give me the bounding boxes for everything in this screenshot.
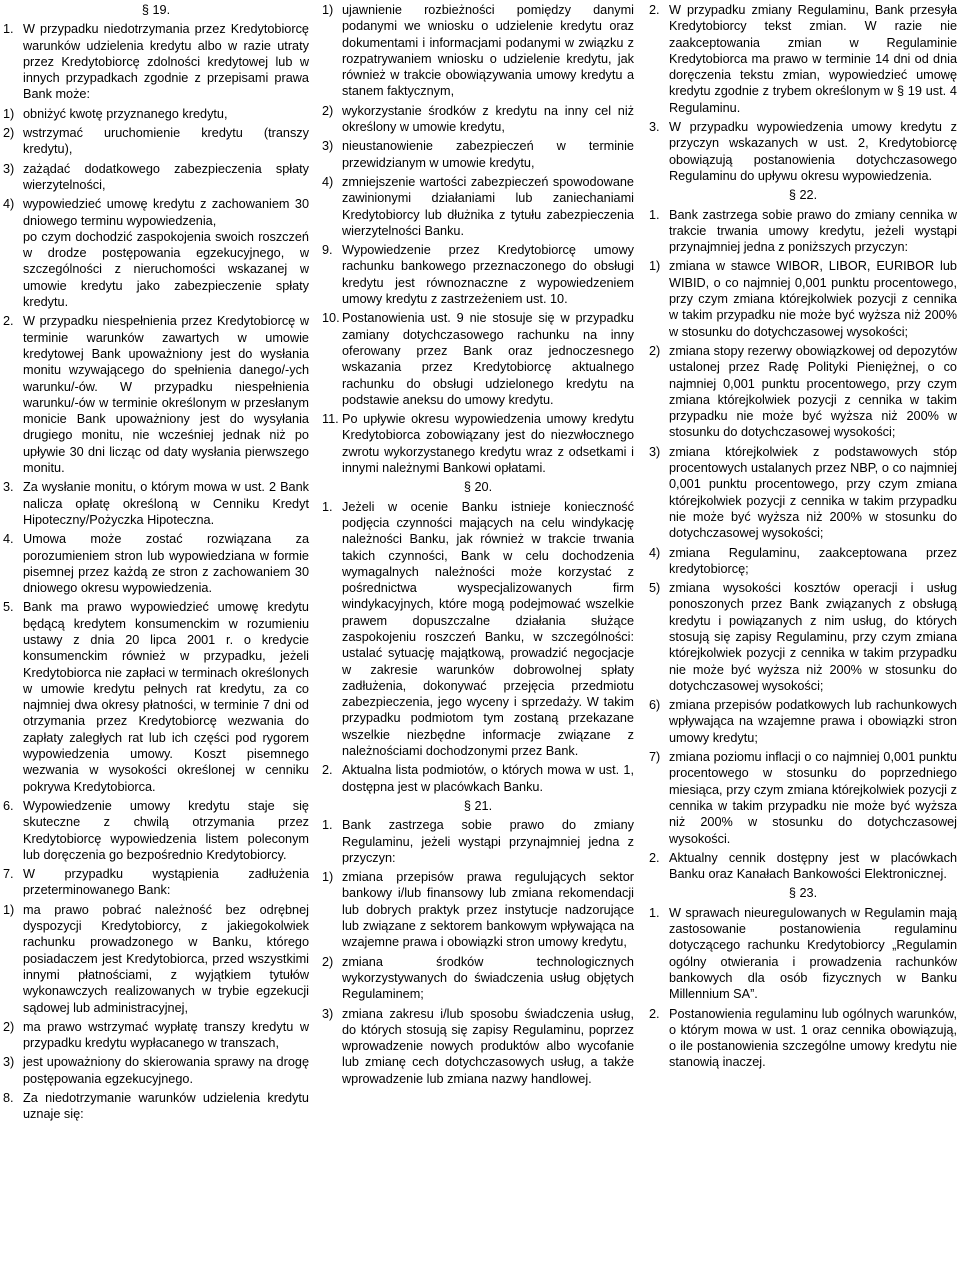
paragraph-number: 2. — [649, 850, 660, 865]
list-text: zmiana wysokości kosztów operacji i usług ponoszonych przez Bank związanych z obsługą kredytu i powiązanych z nim usług, do których stosują się zapisy Regulaminu, przy czym zmiana którejkolwiek pozycji z cennika w takim przypadku nie może być wyższa niż 200% w stosunku do dotychczasowej wysokości; — [669, 581, 957, 693]
paragraph-number: 4. — [3, 532, 14, 547]
paragraph-text: Po upływie okresu wypowiedzenia umowy kredytu Kredytobiorca zobowiązany jest do niezwłocznego zwrotu wykorzystanego kredytu wraz z odsetkami i innymi należnymi Bankowi opłatami. — [342, 412, 634, 476]
list-item — [3, 125, 309, 158]
list-number: 3) — [322, 139, 334, 154]
paragraph-number: 3. — [3, 480, 14, 495]
list-number: 4) — [649, 545, 661, 560]
list-number: 4) — [3, 197, 15, 212]
list-item — [3, 196, 309, 229]
paragraph-number: 11. — [322, 412, 339, 427]
paragraph-text: Bank zastrzega sobie prawo do zmiany Regulaminu, jeżeli wystąpi przynajmniej jedna z przyczyn: — [342, 818, 634, 865]
list-number: 6) — [649, 698, 661, 713]
list-text: zmiana zakresu i/lub sposobu świadczenia usług, do których stosują się zapisy Regulaminu, poprzez wprowadzenie nowych produktów albo wycofanie lub zmianę cech dotychczasowych usług, a także wprowadzenie lub zmiana nazwy handlowej. — [342, 1006, 634, 1086]
paragraph-number: 10. — [322, 311, 340, 326]
list-item — [649, 343, 957, 441]
list-number: 3) — [3, 161, 15, 176]
paragraph-text: Wypowiedzenie przez Kredytobiorcę umowy rachunku bankowego przeznaczonego do obsługi kredytu jest równoznaczne z wypowiedzeniem umowy kredytu z zastrzeżeniem ust. 10. — [342, 243, 634, 307]
paragraph-22-1 — [649, 207, 957, 256]
paragraph-number: 8. — [3, 1091, 14, 1105]
list-text: wstrzymać uruchomienie kredytu (transzy kredytu), — [23, 126, 309, 157]
paragraph-19-9 — [322, 242, 634, 307]
paragraph-text: W przypadku wystąpienia zadłużenia przeterminowanego Bank: — [23, 867, 309, 898]
list-item — [649, 258, 957, 339]
paragraph-19-2 — [3, 313, 309, 476]
list-number: 7) — [649, 750, 661, 765]
list-number: 5) — [649, 581, 661, 596]
list-item — [322, 103, 634, 136]
list-text: zażądać dodatkowego zabezpieczenia spłaty wierzytelności, — [23, 161, 309, 192]
column-right — [649, 2, 957, 1074]
section-heading-19: § 19. — [141, 3, 171, 17]
paragraph-19-1 — [3, 21, 309, 102]
paragraph-text: W sprawach nieuregulowanych w Regulamin mają zastosowanie postanowienia regulaminu dotyczącego rachunku Kredytobiorcy „Regulamin ogólny otwierania i prowadzenia rachunków bankowych dla osób fizycznych w Banku Millennium SA”. — [669, 905, 957, 1002]
list-number: 1) — [3, 902, 15, 917]
list-text: obniżyć kwotę przyznanego kredytu, — [23, 106, 228, 121]
paragraph-19-10 — [322, 310, 634, 408]
paragraph-19-3 — [3, 479, 309, 528]
paragraph-text: Za wysłanie monitu, o którym mowa w ust. 2 Bank nalicza opłatę określoną w Cenniku Kredyt Hipoteczny/Pożyczka Hipoteczna. — [23, 480, 309, 527]
paragraph-22-2 — [649, 850, 957, 883]
list-text: zmiana środków technologicznych wykorzystywanych do świadczenia usług objętych Regulaminem; — [342, 954, 634, 1002]
paragraph-number: 1. — [649, 207, 660, 222]
section-heading-20: § 20. — [463, 480, 493, 495]
list-item — [649, 545, 957, 578]
list-item — [649, 749, 957, 847]
paragraph-text: Aktualny cennik dostępny jest w placówkach Banku oraz Kanałach Bankowości Elektronicznej. — [669, 850, 957, 882]
column-middle — [322, 2, 634, 1090]
paragraph-text: Jeżeli w ocenie Banku istnieje konieczność podjęcia czynności mających na celu windykację należności Banku, jak również w trakcie trwania takich czynności, Bank w celu dochodzenia wymagalnych należności może korzystać z pośrednictwa wyspecjalizowanych firm windykacyjnych, które mogą podejmować wszelkie prawem dopuszczalne działania służące zaspokojeniu roszczeń Banku, w szczególności: ustalać sytuację majątkową, prowadzić negocjacje w zakresie warunków dobrowolnej spłaty zadłużenia, dokonywać przejęcia przedmiotu zabezpieczenia, jego wyceny i sprzedaży. W takim przypadku podmiotom tym zostaną przekazane wszelkie niezbędne informacje związane z należnościami dochodzonymi przez Bank. — [342, 499, 634, 759]
paragraph-number: 1. — [649, 905, 660, 920]
paragraph-text: W przypadku niedotrzymania przez Kredytobiorcę warunków udzielenia kredytu albo w razie utraty przez Kredytobiorcę zdolności kredytowej lub w innych przypadkach zgodnie z przepisami prawa Bank może: — [23, 22, 309, 102]
paragraph-23-2 — [649, 1006, 957, 1071]
paragraph-text: W przypadku zmiany Regulaminu, Bank przesyła Kredytobiorcy tekst zmian. W razie nie zaakceptowania zmian w Regulaminie Kredytobiorca ma prawo w terminie 14 dni od dnia doręczenia tekstu zmian, wypowiedzieć umowę kredytu zgodnie z trybem określonym w § 19 ust. 4 Regulaminu. — [669, 3, 957, 115]
list-number: 1) — [649, 259, 661, 274]
list-text: zmiana którejkolwiek z podstawowych stóp procentowych ustalanych przez NBP, o co najmniej 0,001 punktu procentowego, przy czym zmiana którejkolwiek pozycji z cennika w takim przypadku nie może być wyższa niż 200% w stosunku do dotychczasowej wysokości; — [669, 444, 957, 541]
list-text: ma prawo pobrać należność bez odrębnej dyspozycji Kredytobiorcy, z jakiegokolwiek rachunku prowadzonego w Banku, którego posiadaczem jest Kredytobiorca, przed wszystkimi innymi płatnościami, z wyjątkiem tytułów wykonawczych realizowanych w trybie egzekucji sądowej lub administracyjnej, — [23, 902, 309, 1015]
list-text: zmniejszenie wartości zabezpieczeń spowodowane zawinionymi działaniami lub zaniechaniami Kredytobiorcy lub dłużnika z tytułu zabezpieczenia wierzytelności Banku. — [342, 174, 634, 238]
paragraph-number: 7. — [3, 867, 14, 882]
paragraph-20-1 — [322, 499, 634, 760]
list-number: 2) — [649, 343, 661, 358]
list-item — [322, 138, 634, 171]
paragraph-number: 1. — [322, 818, 333, 833]
paragraph-21-3 — [649, 119, 957, 184]
section-heading-23: § 23. — [788, 886, 818, 901]
list-item — [3, 106, 309, 122]
section-heading-21: § 21. — [463, 798, 493, 813]
list-number: 3) — [322, 1006, 334, 1021]
list-number: 1) — [322, 870, 334, 885]
list-text: zmiana Regulaminu, zaakceptowana przez kredytobiorcę; — [669, 545, 957, 576]
paragraph-number: 5. — [3, 600, 14, 615]
paragraph-text: Bank zastrzega sobie prawo do zmiany cennika w trakcie trwania umowy kredytu, jeżeli wystąpi przynajmniej jedna z poniższych przyczyn: — [669, 207, 957, 255]
list-text: ma prawo wstrzymać wypłatę transzy kredytu w przypadku kredytu wypłacanego w transzach, — [23, 1019, 309, 1051]
list-item — [322, 1006, 634, 1087]
paragraph-19-4 — [3, 531, 309, 596]
list-number: 2) — [3, 1019, 15, 1034]
paragraph-number: 1. — [322, 499, 333, 514]
paragraph-text: Postanowienia regulaminu lub ogólnych warunków, o którym mowa w ust. 1 oraz cennika obowiązują, o ile postanowienia szczególne umowy kredytu nie stanowią inaczej. — [669, 1006, 957, 1070]
paragraph-text: Wypowiedzenie umowy kredytu staje się skuteczne z chwilą otrzymania przez Kredytobiorcę wypowiedzenia listem poleconym lub doręczenia go bezpośrednio Kredytobiorcy. — [23, 798, 309, 862]
list-number: 1) — [3, 106, 15, 121]
list-text: zmiana w stawce WIBOR, LIBOR, EURIBOR lub WIBID, o co najmniej 0,001 punktu procentowego, przy czym zmiana którejkolwiek pozycji z cennika w takim przypadku nie może być wyższa niż 200% w stosunku do dotychczasowej wysokości; — [669, 259, 957, 339]
paragraph-number: 9. — [322, 243, 333, 258]
list-item — [3, 902, 309, 1016]
column-left — [3, 2, 309, 1126]
paragraph-number: 1. — [3, 22, 14, 37]
list-item — [322, 2, 634, 100]
paragraph-number: 6. — [3, 798, 14, 813]
paragraph-text: Za niedotrzymanie warunków udzielenia kredytu uznaje się: — [23, 1091, 309, 1122]
list-text: zmiana przepisów prawa regulujących sektor bankowy i/lub finansowy lub zmiana rekomendacji lub dobrych praktyk przez instytucje nadzorujące lub związane z sektorem bankowym wpływająca na wzajemne prawa i obowiązki stron umowy kredytu, — [342, 870, 634, 950]
paragraph-text: Bank ma prawo wypowiedzieć umowę kredytu będącą kredytem konsumenckim w rozumieniu ustawy z dnia 20 lipca 2001 r. o kredycie konsumenckim również w przypadku, jeżeli Kredytobiorca nie zapłaci w terminach określonych w umowie kredytu pełnych rat kredytu, za co najmniej dwa okresy płatności, w terminie 7 dni od otrzymania przez Kredytobiorcę wezwania do zapłaty zaległych rat lub ich części pod rygorem wypowiedzenia umowy. Koszt pisemnego wezwania w wysokości określonej w cenniku pokrywa Kredytobiorca. — [23, 600, 309, 794]
list-item — [3, 161, 309, 194]
list-text: wypowiedzieć umowę kredytu z zachowaniem 30 dniowego terminu wypowiedzenia, — [23, 197, 309, 228]
list-text: zmiana stopy rezerwy obowiązkowej od depozytów ustalonej przez Radę Polityki Pieniężnej, o co najmniej 0,001 punktu procentowego, przy czym zmiana którejkolwiek pozycji z cennika w takim przypadku nie może być wyższa niż 200% w stosunku do dotychczasowej wysokości; — [669, 343, 957, 440]
list-item — [649, 697, 957, 746]
list-text: wykorzystanie środków z kredytu na inny cel niż określony w umowie kredytu, — [342, 103, 634, 135]
list-text: ujawnienie rozbieżności pomiędzy danymi podanymi we wniosku o udzielenie kredytu oraz dokumentami i informacjami podanymi w związku z rozpatrywaniem wniosku o udzielenie kredytu, jak również w trakcie obowiązywania umowy kredytu a stanem faktycznym, — [342, 3, 634, 99]
paragraph-number: 2. — [649, 3, 660, 17]
section-heading-22: § 22. — [788, 188, 818, 203]
list-item — [322, 174, 634, 239]
list-text: zmiana poziomu inflacji o co najmniej 0,001 punktu procentowego w stosunku do poprzedniego miesiąca, przy czym zmiana którejkolwiek pozycji z cennika w takim przypadku nie może być wyższa niż 200% w stosunku do dotychczasowej wysokości. — [669, 750, 957, 846]
paragraph-20-2 — [322, 762, 634, 795]
list-text: jest upoważniony do skierowania sprawy na drogę postępowania egzekucyjnego. — [23, 1055, 309, 1086]
paragraph-number: 2. — [649, 1006, 660, 1021]
paragraph-text: W przypadku niespełnienia przez Kredytobiorcę w terminie warunków zawartych w umowie kredytowej Bank upoważniony jest do wysłania monitu wzywającego do spełnienia danego/-ych warunku/-ów. W przypadku niespełnienia warunku/-ów w terminie określonym w przesłanym monicie Bank upoważniony jest do wysyłania drugiego monitu, nie wcześniej jednak niż po upływie 30 dni licząc od daty wysłania pierwszego monitu. — [23, 314, 309, 476]
list-number: 4) — [322, 174, 334, 189]
paragraph-19-11 — [322, 411, 634, 476]
paragraph-21-1 — [322, 817, 634, 866]
list-item — [649, 580, 957, 694]
list-number: 2) — [322, 954, 334, 969]
list-number: 2) — [322, 103, 334, 118]
paragraph-19-8 — [3, 1090, 309, 1123]
list-item — [322, 954, 634, 1003]
list-item — [322, 869, 634, 950]
paragraph-number: 3. — [649, 120, 660, 135]
list-text: zmiana przepisów podatkowych lub rachunkowych wpływająca na wzajemne prawa i obowiązki stron umowy kredytu; — [669, 698, 957, 745]
paragraph-19-6 — [3, 798, 309, 863]
list-item — [649, 444, 957, 542]
paragraph-text: W przypadku wypowiedzenia umowy kredytu z przyczyn wskazanych w ust. 2, Kredytobiorcę obowiązują postanowienia dotychczasowego Regulaminu do upływu okresu wypowiedzenia. — [669, 120, 957, 183]
paragraph-text: Postanowienia ust. 9 nie stosuje się w przypadku zamiany dotychczasowego rachunku na inny oferowany przez Bank oraz jednoczesnego wskazania przez Kredytobiorcę aktualnego rachunku do obsługi udzielonego kredytu na podstawie aneksu do umowy kredytu. — [342, 311, 634, 407]
paragraph-text: Umowa może zostać rozwiązana za porozumieniem stron lub wypowiedziana w formie pisemnej przez każdą ze stron z zachowaniem 30 dniowego okresu wypowiedzenia. — [23, 532, 309, 596]
paragraph-number: 2. — [322, 763, 333, 778]
paragraph-text: Aktualna lista podmiotów, o których mowa w ust. 1, dostępna jest w placówkach Banku. — [342, 763, 634, 794]
list-text: nieustanowienie zabezpieczeń w terminie przewidzianym w umowie kredytu, — [342, 139, 634, 170]
paragraph-21-2 — [649, 2, 957, 116]
paragraph-23-1 — [649, 905, 957, 1003]
paragraph-number: 2. — [3, 314, 14, 329]
paragraph-19-7 — [3, 866, 309, 899]
list-number: 3) — [649, 444, 661, 459]
list-number: 3) — [3, 1055, 15, 1070]
list-number: 1) — [322, 3, 334, 17]
paragraph-continuation: po czym dochodzić zaspokojenia swoich roszczeń w drodze postępowania egzekucyjnego, w szczególności z nieruchomości wskazanej w umowie kredytu jako zabezpieczenie spłaty kredytu. — [23, 229, 309, 310]
paragraph-19-5 — [3, 599, 309, 795]
list-number: 2) — [3, 126, 15, 141]
list-item — [3, 1054, 309, 1087]
list-item — [3, 1019, 309, 1052]
